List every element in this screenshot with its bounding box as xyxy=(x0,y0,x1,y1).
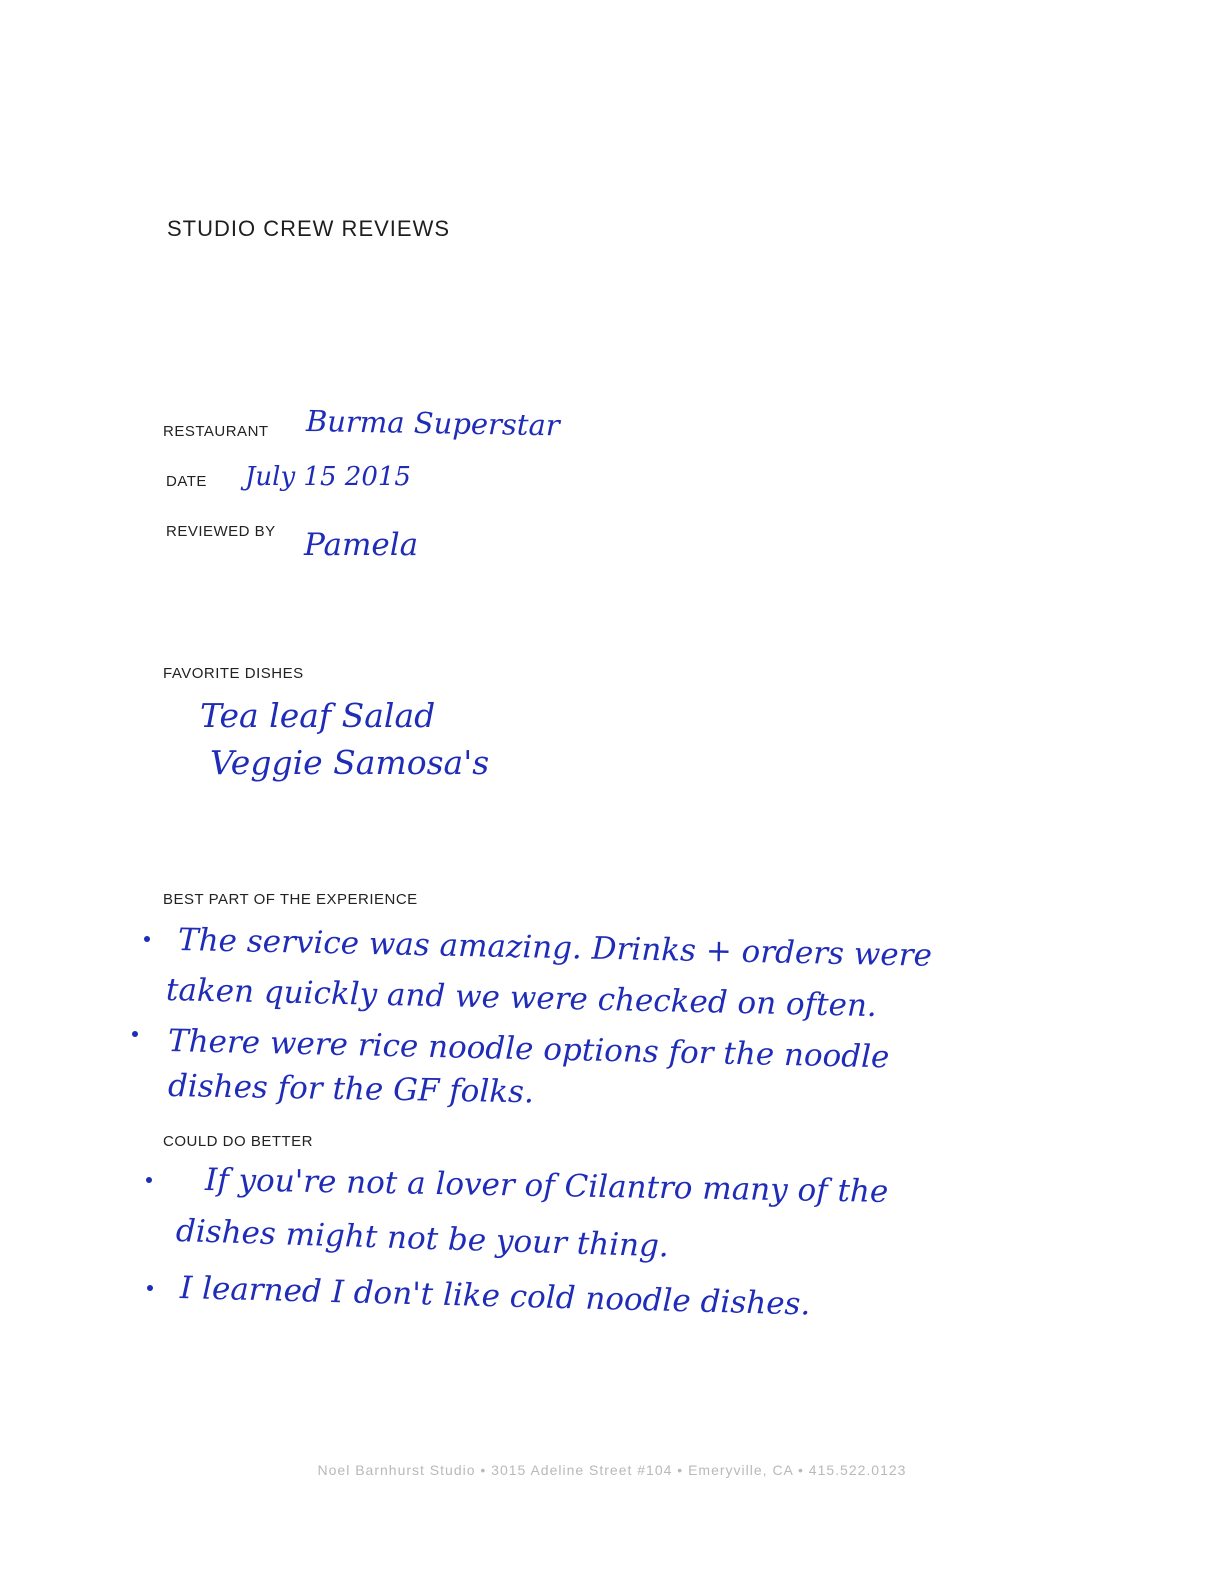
could-do-better-line: dishes might not be your thing. xyxy=(175,1213,670,1265)
best-part-line: dishes for the GF folks. xyxy=(167,1068,535,1111)
could-do-better-label: COULD DO BETTER xyxy=(163,1133,314,1150)
best-part-line: taken quickly and we were checked on often. xyxy=(165,972,878,1025)
best-part-line: The service was amazing. Drinks + orders were xyxy=(177,922,933,974)
date-label: DATE xyxy=(166,473,207,490)
date-value: July 15 2015 xyxy=(245,462,411,492)
bullet-icon xyxy=(144,936,150,942)
restaurant-value: Burma Superstar xyxy=(305,404,560,443)
favorite-dish-item: Veggie Samosa's xyxy=(210,743,490,782)
could-do-better-line: I learned I don't like cold noodle dishes. xyxy=(179,1270,811,1323)
could-do-better-line: If you're not a lover of Cilantro many of the xyxy=(204,1162,889,1210)
best-part-label: BEST PART OF THE EXPERIENCE xyxy=(163,891,418,908)
reviewer-value: Pamela xyxy=(304,527,419,563)
bullet-icon xyxy=(132,1031,138,1037)
bullet-icon xyxy=(146,1177,152,1183)
favorite-dish-item: Tea leaf Salad xyxy=(200,696,436,735)
page-title: STUDIO CREW REVIEWS xyxy=(167,216,451,241)
restaurant-label: RESTAURANT xyxy=(163,423,269,440)
favorite-dishes-label: FAVORITE DISHES xyxy=(163,665,304,682)
best-part-line: There were rice noodle options for the noodle xyxy=(167,1023,890,1076)
bullet-icon xyxy=(147,1285,153,1291)
reviewer-label: REVIEWED BY xyxy=(166,523,276,540)
footer-address: Noel Barnhurst Studio • 3015 Adeline Street #104 • Emeryville, CA • 415.522.0123 xyxy=(317,1462,907,1478)
